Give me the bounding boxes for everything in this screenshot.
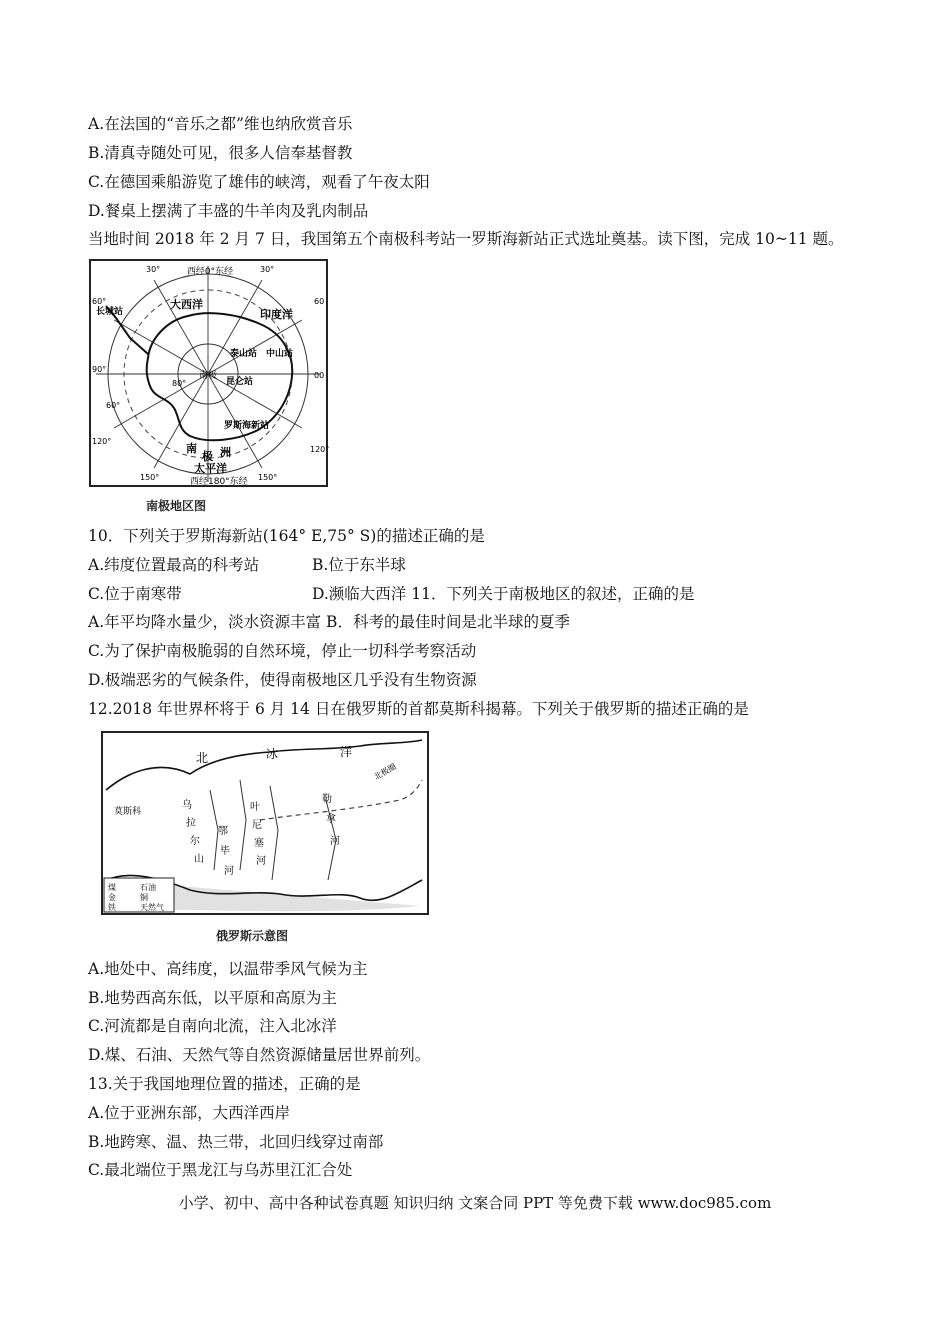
option-d-q11: D.极端恶劣的气候条件，使得南极地区几乎没有生物资源 xyxy=(88,671,477,689)
label-zhongshan: 中山站 xyxy=(266,349,294,359)
russia-map xyxy=(100,730,430,916)
question-12: 12.2018 年世界杯将于 6 月 14 日在俄罗斯的首都莫斯科揭幕。下列关于俄罗斯的描述正确的是 xyxy=(88,700,749,718)
deg-120w: 120° xyxy=(92,437,112,446)
passage-antarctic: 当地时间 2018 年 2 月 7 日，我国第五个南极科考站一罗斯海新站正式选址奠基。读下图，完成 10~11 题。 xyxy=(88,230,844,248)
option-c-q11: C.为了保护南极脆弱的自然环境，停止一切科学考察活动 xyxy=(88,642,477,660)
option-d-q9: D.餐桌上摆满了丰盛的牛羊肉及乳肉制品 xyxy=(88,202,369,220)
option-b-q12: B.地势西高东低，以平原和高原为主 xyxy=(88,989,337,1007)
option-a-q10: A.纬度位置最高的科考站 xyxy=(88,556,260,574)
label-bi: 毕 xyxy=(220,846,230,857)
legend-copper: 铜 xyxy=(140,893,148,902)
deg-120e: 120° xyxy=(310,445,330,454)
label-nan: 南 xyxy=(186,442,197,455)
deg-150e: 150° xyxy=(258,473,278,482)
label-wu: 乌 xyxy=(182,800,192,811)
option-ab-q11: A.年平均降水量少，淡水资源丰富 B．科考的最佳时间是北半球的夏季 xyxy=(88,613,570,631)
russia-map-graphic xyxy=(100,730,430,916)
label-na: 拿 xyxy=(326,814,336,825)
label-bei: 北 xyxy=(196,751,209,765)
label-zhou: 洲 xyxy=(220,446,231,459)
deg-60e: 60 xyxy=(314,297,325,306)
option-d-q10-question-11: D.濒临大西洋 11．下列关于南极地区的叙述，正确的是 xyxy=(312,585,695,603)
label-shan: 山 xyxy=(194,854,204,865)
antarctic-map-caption: 南极地区图 xyxy=(146,499,207,513)
map-top-label: 西经0°东经 xyxy=(186,267,234,277)
label-e: 鄂 xyxy=(218,826,228,837)
label-ni: 尼 xyxy=(252,820,262,831)
deg-30e: 30° xyxy=(260,265,275,274)
deg-80s: 80° xyxy=(172,379,187,388)
antarctic-map-graphic xyxy=(88,258,332,494)
option-b-q13: B.地跨寒、温、热三带，北回归线穿过南部 xyxy=(88,1133,384,1151)
legend-gas: 天然气 xyxy=(140,903,164,912)
option-b-q9: B.清真寺随处可见，很多人信奉基督教 xyxy=(88,144,353,162)
label-moscow: 莫斯科 xyxy=(114,807,142,817)
label-kunlun: 昆仑站 xyxy=(226,377,254,387)
option-c-q13: C.最北端位于黑龙江与乌苏里江汇合处 xyxy=(88,1161,353,1179)
legend-oil: 石油 xyxy=(140,883,156,892)
question-10: 10．下列关于罗斯海新站(164° E,75° S)的描述正确的是 xyxy=(88,527,485,545)
label-le: 勒 xyxy=(322,794,332,805)
label-ji: 极 xyxy=(202,450,213,463)
label-he-yenisei: 河 xyxy=(256,856,266,867)
option-b-q10: B.位于东半球 xyxy=(312,556,406,574)
map-pole-label: 南极 xyxy=(198,371,218,381)
label-rosssea: 罗斯海新站 xyxy=(224,421,270,431)
label-changcheng: 长城站 xyxy=(96,307,124,317)
footer-watermark: 小学、初中、高中各种试卷真题 知识归纳 文案合同 PPT 等免费下载 www.doc985.com xyxy=(178,1194,772,1212)
label-la: 拉 xyxy=(186,818,196,829)
label-taishan: 泰山站 xyxy=(230,349,258,359)
option-c-q12: C.河流都是自南向北流，注入北冰洋 xyxy=(88,1017,337,1035)
option-c-q9: C.在德国乘船游览了雄伟的峡湾，观看了午夜太阳 xyxy=(88,173,430,191)
label-bing: 冰 xyxy=(266,747,279,761)
label-sai: 塞 xyxy=(254,838,264,849)
deg-150w: 150° xyxy=(140,473,160,482)
label-indian: 印度洋 xyxy=(260,308,293,321)
russia-map-caption: 俄罗斯示意图 xyxy=(216,929,289,943)
label-he-lena: 河 xyxy=(330,836,340,847)
option-a-q9: A.在法国的“音乐之都”维也纳欣赏音乐 xyxy=(88,115,353,133)
option-d-q12: D.煤、石油、天然气等自然资源储量居世界前列。 xyxy=(88,1046,431,1064)
label-arctic-circle: 北极圈 xyxy=(372,761,398,782)
deg-60w: 60° xyxy=(92,297,107,306)
legend-iron: 铁 xyxy=(108,903,116,912)
label-pacific: 太平洋 xyxy=(194,462,227,475)
label-er: 尔 xyxy=(190,836,200,847)
option-c-q10: C.位于南寒带 xyxy=(88,585,182,603)
deg-60s: 60° xyxy=(106,401,121,410)
option-a-q12: A.地处中、高纬度，以温带季风气候为主 xyxy=(88,960,368,978)
legend-gold: 金 xyxy=(108,893,116,902)
deg-30w: 30° xyxy=(146,265,161,274)
label-atlantic: 大西洋 xyxy=(170,298,203,311)
option-a-q13: A.位于亚洲东部，大西洋西岸 xyxy=(88,1104,291,1122)
map-bottom-label: 西经180°东经 xyxy=(190,477,248,487)
label-ye: 叶 xyxy=(250,802,260,813)
legend-coal: 煤 xyxy=(108,883,116,892)
label-yang: 洋 xyxy=(340,745,353,759)
label-he-ob: 河 xyxy=(224,866,234,877)
deg-90w: 90° xyxy=(92,365,107,374)
antarctic-map xyxy=(88,258,332,494)
deg-90e: 00 xyxy=(314,371,325,380)
question-13: 13.关于我国地理位置的描述，正确的是 xyxy=(88,1075,361,1093)
